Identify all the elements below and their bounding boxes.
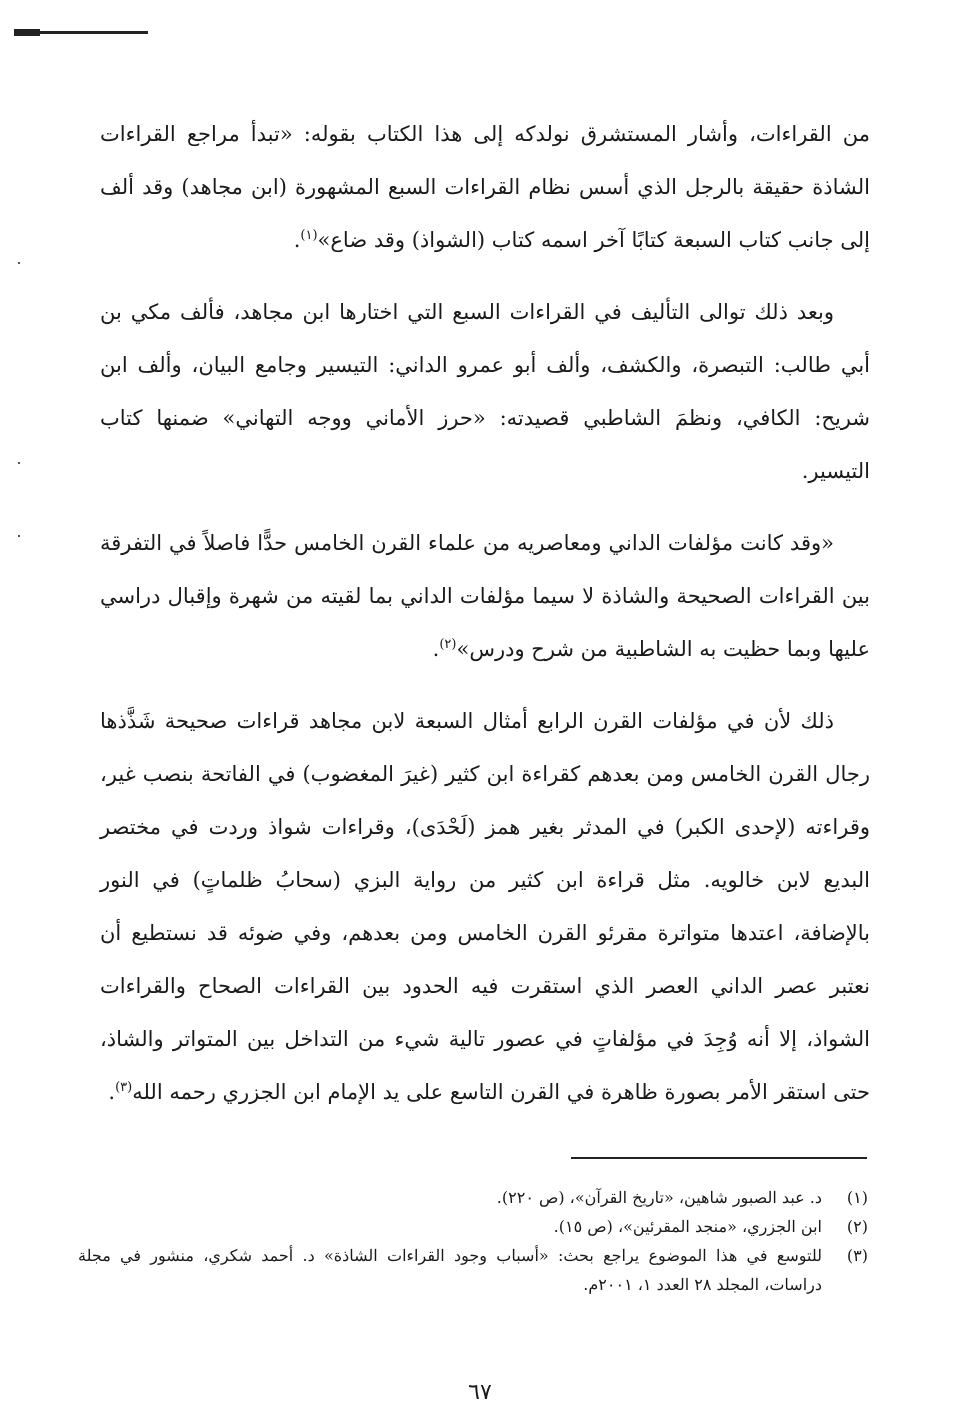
page-number: ٦٧: [468, 1380, 492, 1405]
main-text: [100, 108, 870, 1119]
footnote-text: للتوسع في هذا الموضوع يراجع بحث: «أسباب وجود القراءات الشاذة» د. أحمد شكري، منشور في مجلة دراسات، المجلد ٢٨ العدد ١، ٢٠٠١م.: [78, 1246, 822, 1294]
footnote-item: [78, 1183, 868, 1212]
footnote-number: (٣): [846, 1246, 868, 1265]
corner-crop-mark: [14, 31, 148, 34]
paragraph-1: [100, 108, 870, 267]
paragraph-text: من القراءات، وأشار المستشرق نولدكه إلى هذا الكتاب بقوله: «تبدأ مراجع القراءات الشاذة حقيقة بالرجل الذي أسس نظام القراءات السبع المشهورة (ابن مجاهد) وقد ألف إلى جانب كتاب السبعة كتابًا آخر اسمه كتاب (الشواذ) وقد ضاع»: [100, 122, 870, 252]
footnote-item: [78, 1212, 868, 1241]
footnote-text: د. عبد الصبور شاهين، «تاريخ القرآن»، (ص ٢٢٠).: [496, 1188, 822, 1207]
margin-dot: [18, 535, 20, 537]
paragraph-ending: .: [293, 228, 301, 252]
paragraph-2: [100, 286, 870, 498]
footnote-number: (٢): [846, 1217, 868, 1236]
footnote-item: [78, 1241, 868, 1299]
paragraph-text: ذلك لأن في مؤلفات القرن الرابع أمثال السبعة لابن مجاهد قراءات صحيحة شَذَّذها رجال القرن الخامس ومن بعدهم كقراءة ابن كثير (غيرَ المغضوب) في الفاتحة بنصب غير، وقراءته (لإحدى الكبر) في المدثر بغير همز (لَحْدَى)، وقراءات شواذ وردت في مختصر البديع لابن خالويه. مثل قراءة ابن كثير من رواية البزي (سحابُ ظلماتٍ) في النور بالإضافة، اعتدها متواترة مقرئو القرن الخامس ومن بعدهم، وفي ضوئه قد نستطيع أن نعتبر عصر الداني العصر الذي استقرت فيه الحدود بين القراءات الصحاح والقراءات الشواذ، إلا أنه وُجِدَ في مؤلفاتٍ في عصور تالية شيء من التداخل بين المتواتر والشاذ، حتى استقر الأمر بصورة ظاهرة في القرن التاسع على يد الإمام ابن الجزري رحمه الله: [100, 709, 870, 1104]
footnote-divider: [571, 1157, 867, 1159]
paragraph-text: «وقد كانت مؤلفات الداني ومعاصريه من علماء القرن الخامس حدًّا فاصلاً في التفرقة بين القراءات الصحيحة والشاذة لا سيما مؤلفات الداني بما لقيته من شهرة وإقبال دراسي عليها وبما حظيت به الشاطبية من شرح ودرس»: [100, 531, 870, 661]
paragraph-4: [100, 695, 870, 1119]
footnote-number: (١): [846, 1188, 868, 1207]
paragraph-text: وبعد ذلك توالى التأليف في القراءات السبع التي اختارها ابن مجاهد، فألف مكي بن أبي طالب: التبصرة، والكشف، وألف أبو عمرو الداني: التيسير وجامع البيان، وألف ابن شريح: الكافي، ونظمَ الشاطبي قصيدته: «حرز الأماني ووجه التهاني» ضمنها كتاب التيسير.: [100, 300, 870, 483]
paragraph-ending: .: [432, 637, 440, 661]
margin-dot: [18, 462, 20, 464]
margin-dot: [18, 262, 20, 264]
footnote-reference[interactable]: (١): [300, 228, 318, 243]
paragraph-ending: .: [108, 1080, 116, 1104]
paragraph-3: [100, 517, 870, 676]
footnote-reference[interactable]: (٢): [439, 637, 457, 652]
footnotes: [78, 1183, 868, 1299]
footnote-reference[interactable]: (٣): [115, 1080, 133, 1095]
footnote-text: ابن الجزري، «منجد المقرئين»، (ص ١٥).: [553, 1217, 822, 1236]
